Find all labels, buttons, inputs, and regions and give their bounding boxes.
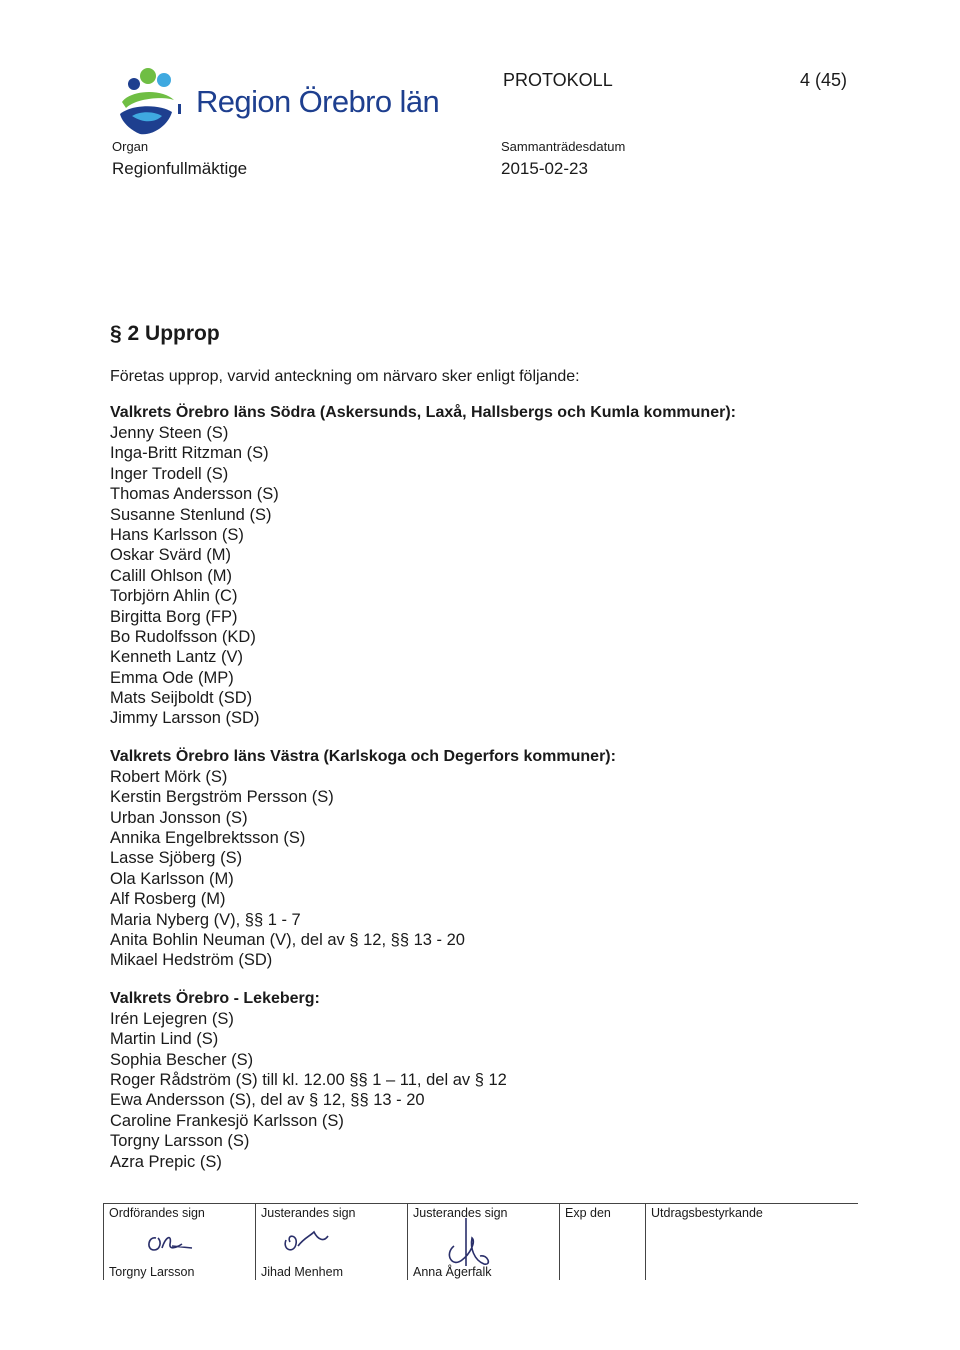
member-line: Sophia Bescher (S) [110, 1050, 254, 1069]
member-line: Susanne Stenlund (S) [110, 505, 272, 524]
organ-label: Organ [112, 139, 149, 154]
adjuster-signature-icon-2 [432, 1214, 502, 1272]
extract-certification-cell [645, 1204, 859, 1280]
adjuster-signature-label-1: Justerandes sign [261, 1206, 356, 1220]
document-type: PROTOKOLL [503, 70, 613, 90]
chair-signature-label: Ordförandes sign [109, 1206, 205, 1220]
member-line: Urban Jonsson (S) [110, 808, 248, 827]
section-title: § 2 Upprop [110, 322, 220, 345]
chair-signature-icon [142, 1226, 202, 1260]
document-body [110, 322, 870, 1190]
meeting-date-label: Sammanträdesdatum [501, 139, 626, 154]
member-line: Caroline Frankesjö Karlsson (S) [110, 1111, 344, 1130]
section-intro: Företas upprop, varvid anteckning om närvaro sker enligt följande: [110, 368, 580, 385]
constituency-title: Valkrets Örebro läns Södra (Askersunds, Laxå, Hallsbergs och Kumla kommuner): [110, 404, 736, 421]
exp-date-cell [559, 1204, 646, 1280]
extract-certification-label: Utdragsbestyrkande [651, 1206, 763, 1220]
adjuster-signature-name-1: Jihad Menhem [261, 1265, 343, 1279]
member-line: Maria Nyberg (V), §§ 1 - 7 [110, 910, 301, 929]
constituency-title: Valkrets Örebro läns Västra (Karlskoga och Degerfors kommuner): [110, 747, 616, 765]
meeting-date-value: 2015-02-23 [501, 159, 588, 178]
region-logo [112, 64, 442, 140]
member-line: Birgitta Borg (FP) [110, 607, 238, 626]
member-line: Ola Karlsson (M) [110, 869, 234, 888]
member-line: Alf Rosberg (M) [110, 890, 226, 909]
adjuster-signature-name-2: Anna Ågerfalk [413, 1265, 492, 1279]
member-line: Calill Ohlson (M) [110, 566, 232, 585]
member-line: Kenneth Lantz (V) [110, 648, 243, 667]
adjuster-signature-cell-2 [407, 1204, 560, 1280]
member-line: Torgny Larsson (S) [110, 1132, 250, 1151]
member-line: Emma Ode (MP) [110, 668, 234, 687]
adjuster-signature-icon-1 [274, 1224, 334, 1260]
member-line: Mats Seijboldt (SD) [110, 689, 253, 708]
region-logo-text: Region Örebro län [196, 84, 440, 119]
member-line: Kerstin Bergström Persson (S) [110, 788, 334, 807]
member-line: Mikael Hedström (SD) [110, 951, 273, 970]
constituency-group [110, 747, 870, 971]
member-line: Torbjörn Ahlin (C) [110, 587, 238, 606]
member-line: Thomas Andersson (S) [110, 485, 279, 504]
member-line: Lasse Sjöberg (S) [110, 849, 243, 868]
chair-signature-cell [103, 1204, 256, 1280]
member-line: Inga-Britt Ritzman (S) [110, 444, 269, 463]
member-line: Martin Lind (S) [110, 1030, 219, 1049]
member-line: Oskar Svärd (M) [110, 546, 232, 565]
page-number: 4 (45) [800, 70, 848, 90]
adjuster-signature-cell-1 [255, 1204, 408, 1280]
member-line: Hans Karlsson (S) [110, 525, 244, 544]
member-line: Anita Bohlin Neuman (V), del av § 12, §§ 13 - 20 [110, 930, 465, 949]
member-line: Inger Trodell (S) [110, 464, 229, 483]
member-line: Robert Mörk (S) [110, 767, 228, 786]
constituency-group [110, 403, 870, 729]
region-logo-icon [112, 64, 184, 140]
adjuster-signature-label-2: Justerandes sign [413, 1206, 508, 1220]
member-line: Bo Rudolfsson (KD) [110, 627, 256, 646]
member-line: Irén Lejegren (S) [110, 1009, 234, 1028]
member-line: Annika Engelbrektsson (S) [110, 829, 306, 848]
member-line: Jimmy Larsson (SD) [110, 709, 260, 728]
exp-date-label: Exp den [565, 1206, 611, 1220]
constituency-group [110, 989, 870, 1172]
member-line: Azra Prepic (S) [110, 1152, 222, 1171]
chair-signature-name: Torgny Larsson [109, 1265, 195, 1279]
signature-table [103, 1203, 858, 1280]
organ-value: Regionfullmäktige [112, 159, 248, 178]
member-line: Jenny Steen (S) [110, 424, 229, 442]
member-line: Roger Rådström (S) till kl. 12.00 §§ 1 – 11, del av § 12 [110, 1070, 507, 1089]
member-line: Ewa Andersson (S), del av § 12, §§ 13 - 20 [110, 1091, 425, 1110]
constituency-title: Valkrets Örebro - Lekeberg: [110, 989, 320, 1007]
